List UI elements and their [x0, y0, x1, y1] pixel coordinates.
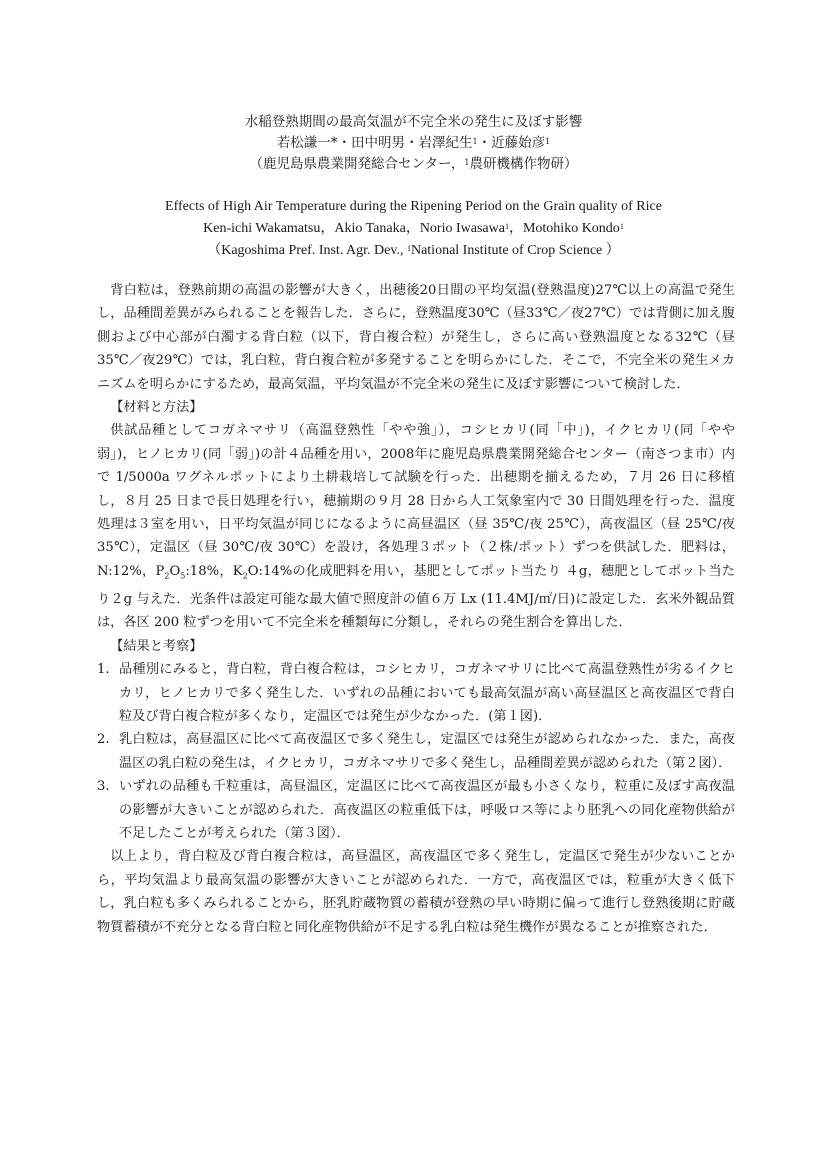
methods-text: 供試品種としてコガネマサリ（高温登熟性「やや強」），コシヒカリ(同「中」)，イクヒカリ(同「やや弱」)，ヒノヒカリ(同「弱」)の計４品種を用い，2008年に鹿児島県農業開発総合センター（南さつま市）内で 1/5000a ワグネルポットにより土耕栽培して試験を行った．出穂期を揃えるため，７月 26 日に移植し，８月 25 日まで長日処理を行い，穂揃期の９月 28 日から人工気象室内で 30 日間処理を行った．温度処理は３室を用い，日平均気温が同じになるように高昼温区（昼 35℃/夜 25℃），高夜温区（昼 25℃/夜 35℃），定温区（昼 30℃/夜 30℃）を設け，各処理３ポット（２株/ポット）ずつを供試した．肥料は，N:12%，P [97, 423, 735, 579]
results-list [97, 658, 735, 845]
methods-text: :18%，K [185, 563, 243, 579]
intro-paragraph: 背白粒は，登熟前期の高温の影響が大きく，出穂後20日間の平均気温(登熟温度)27℃以上の高温で発生し，品種間差異がみられることを報告した．さらに，登熟温度30℃（昼33℃／夜27℃）では背側に加え腹側および中心部が白濁する背白粒（以下，背白複合粒）が発生し，さらに高い登熟温度となる32℃（昼35℃／夜29℃）では，乳白粒，背白複合粒が多発することを明らかにした．そこで，不完全米の発生メカニズムを明らかにするため，最高気温，平均気温が不完全米の発生に及ぼす影響について検討した． [97, 283, 735, 392]
affiliation-mark: 1 [472, 137, 478, 146]
affiliation-mark: 1 [545, 137, 551, 146]
authors-text: ・近藤始彦 [477, 135, 546, 151]
list-item-text: いずれの品種も千粒重は，高昼温区，定温区に比べて高夜温区が最も小さくなり，粒重に及ぼす高夜温の影響が大きいことが認められた．高夜温区の粒重低下は，呼吸ロス等により胚乳への同化産物供給が不足したことが考えられた（第３図）． [119, 779, 735, 841]
english-title: Effects of High Air Temperature during the Ripening Period on the Grain quality of Rice [165, 199, 662, 214]
list-item-text: 乳白粒は，高昼温区に比べて高夜温区で多く発生し，定温区では発生が認められなかった．また，高夜温区の乳白粒の発生は，イクヒカリ，コガネマサリで多く発生し，品種間差異が認められた（第２図）． [119, 732, 735, 771]
list-item [97, 658, 735, 728]
list-item [97, 775, 735, 845]
affiliation-mark: 1 [464, 158, 470, 167]
list-item-text: 品種別にみると，背白粒，背白複合粒は，コシヒカリ，コガネマサリに比べて高温登熟性が劣るイクヒカリ，ヒノヒカリで多く発生した．いずれの品種においても最高気温が高い高昼温区と高夜温区で背白粒及び背白複合粒が多くなり，定温区では発生が少なかった．(第１図)． [119, 662, 735, 724]
affiliation-text: National Institute of Crop Science ） [410, 243, 620, 258]
authors-text: ，Motohiko Kondo [508, 221, 620, 236]
affiliation-mark: 1 [504, 222, 509, 231]
japanese-affiliation [0, 154, 827, 175]
affiliation-mark: 1 [619, 222, 624, 231]
affiliation-text: 農研機構作物研） [469, 156, 578, 172]
conclusion-paragraph: 以上より，背白粒及び背白複合粒は，高昼温区，高夜温区で多く発生し，定温区で発生が少ないことから，平均気温より最高気温の影響が大きいことが認められた．一方で，高夜温区では，粒重が大きく低下し，乳白粒も多くみられることから，胚乳貯蔵物質の蓄積が登熟の早い時期に偏って進行し登熟後期に貯蔵物質蓄積が不充分となる背白粒と同化産物供給が不足する乳白粒は発生機作が異なることが推察された． [97, 849, 735, 935]
japanese-authors [0, 133, 827, 154]
subscript: 5 [180, 571, 186, 581]
list-item [97, 728, 735, 775]
subscript: 2 [164, 571, 170, 581]
methods-heading: 【材料と方法】 [110, 400, 203, 416]
body-text [97, 279, 735, 939]
english-affiliation [0, 240, 827, 262]
affiliation-text: （鹿児島県農業開発総合センター， [249, 156, 465, 172]
methods-text: O [169, 563, 181, 579]
list-item-number: 1. [97, 662, 110, 678]
subscript: 2 [242, 571, 248, 581]
affiliation-text: （Kagoshima Pref. Inst. Agr. Dev., [207, 243, 407, 258]
authors-text: 若松謙一*・田中明男・岩澤紀生 [276, 135, 473, 151]
japanese-header [0, 112, 827, 175]
english-header [0, 196, 827, 262]
japanese-title: 水稲登熟期間の最高気温が不完全米の発生に及ぼす影響 [244, 114, 583, 130]
authors-text: Ken-ichi Wakamatsu，Akio Tanaka，Norio Iwasawa [203, 221, 505, 236]
methods-paragraph [97, 419, 735, 634]
affiliation-mark: 1 [406, 244, 411, 253]
results-heading: 【結果と考察】 [110, 638, 203, 654]
methods-text: O:14%の化成肥料を用い，基肥としてポット当たり ４g，穂肥としてポット当たり２g 与えた．光条件は設定可能な最大値で照度計の値６万 Lx (11.4MJ/㎡/日)に設定した．玄米外観品質は，各区 200 粒ずつを用いて不完全米を種類毎に分類し，それらの発生割合を算出した． [97, 563, 735, 631]
english-authors [0, 218, 827, 240]
list-item-number: 2. [97, 732, 110, 748]
list-item-number: 3. [97, 779, 110, 795]
